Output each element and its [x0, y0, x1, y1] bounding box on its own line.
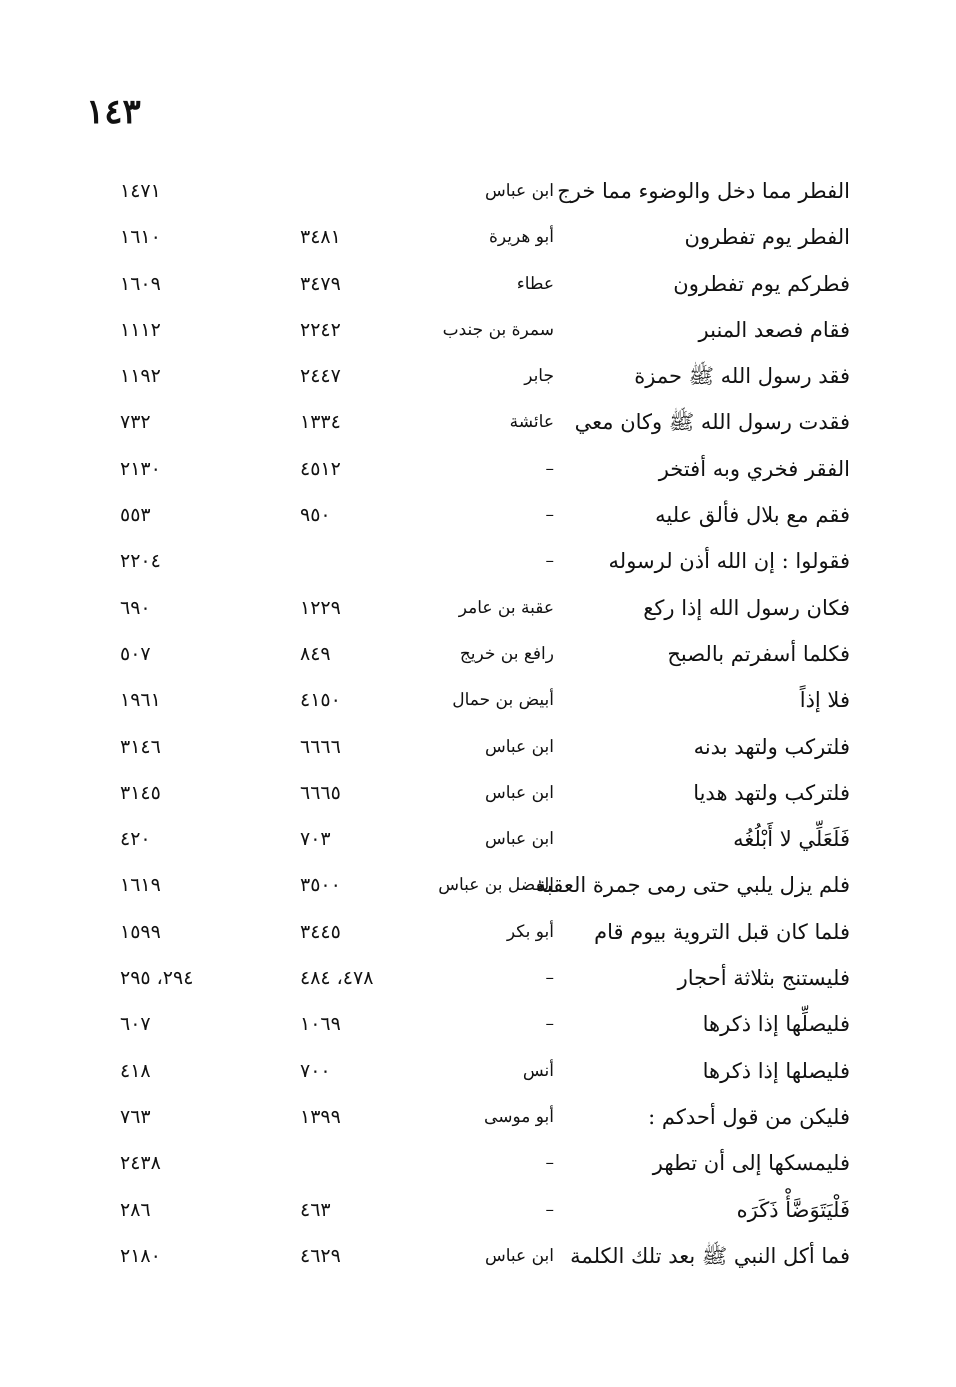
reference-number-secondary: ٢٢٠٤	[120, 550, 161, 573]
index-row	[0, 816, 956, 862]
reference-number-secondary: ٦٠٧	[120, 1013, 151, 1036]
reference-number-secondary: ٧٦٣	[120, 1105, 151, 1128]
reference-number-primary: ١٢٢٩	[300, 596, 341, 619]
hadith-text: فَلَعَلِّي لا أَبْلُغُه	[733, 827, 850, 852]
index-row	[0, 261, 956, 307]
reference-number-primary: ٩٥٠	[300, 504, 331, 527]
reference-number-secondary: ٣١٤٦	[120, 735, 161, 758]
narrator-name: ابن عباس	[484, 782, 554, 803]
reference-number-primary: ٢٢٤٢	[300, 318, 341, 341]
index-row	[0, 446, 956, 492]
index-row	[0, 909, 956, 955]
hadith-text: فلا إذاً	[799, 688, 850, 713]
hadith-text: فطركم يوم تفطرون	[673, 271, 850, 296]
narrator-name: –	[545, 968, 554, 989]
index-row	[0, 585, 956, 631]
reference-number-primary: ٤٥١٢	[300, 457, 341, 480]
reference-number-secondary: ٢٨٦	[120, 1198, 151, 1221]
index-row	[0, 214, 956, 260]
narrator-name: –	[545, 1199, 554, 1220]
reference-number-primary: ٤١٥٠	[300, 689, 341, 712]
hadith-text: فقد رسول الله ﷺ حمزة	[634, 364, 850, 389]
reference-number-secondary: ٥٠٧	[120, 642, 151, 665]
reference-number-primary: ٤٦٢٩	[300, 1244, 341, 1267]
narrator-name: الفضل بن عباس	[438, 875, 554, 896]
index-row	[0, 1187, 956, 1233]
reference-number-secondary: ٦٩٠	[120, 596, 151, 619]
reference-number-secondary: ٢١٨٠	[120, 1244, 161, 1267]
reference-number-secondary: ٥٥٣	[120, 504, 151, 527]
reference-number-secondary: ٢٩٤، ٢٩٥	[120, 967, 194, 990]
reference-number-secondary: ٢٤٣٨	[120, 1152, 161, 1175]
reference-number-secondary: ١١١٢	[120, 318, 161, 341]
reference-number-secondary: ١٩٦١	[120, 689, 161, 712]
narrator-name: –	[545, 458, 554, 479]
narrator-name: عقبة بن عامر	[458, 597, 554, 618]
narrator-name: أبيض بن حمال	[452, 690, 554, 711]
narrator-name: –	[545, 1014, 554, 1035]
index-row	[0, 1001, 956, 1047]
hadith-text: فَلْيَتَوَضَّأْ ذَكَرَه	[736, 1197, 850, 1222]
index-row	[0, 955, 956, 1001]
reference-number-secondary: ٤١٨	[120, 1059, 151, 1082]
hadith-text: الفطر مما دخل والوضوء مما خرج	[557, 179, 850, 203]
reference-number-primary: ٢٤٤٧	[300, 365, 341, 388]
reference-number-primary: ٧٠٣	[300, 828, 331, 851]
narrator-name: عائشة	[509, 412, 554, 433]
reference-number-secondary: ٣١٤٥	[120, 781, 161, 804]
reference-number-secondary: ١١٩٢	[120, 365, 161, 388]
narrator-name: –	[545, 1153, 554, 1174]
reference-number-secondary: ١٦٠٩	[120, 272, 161, 295]
hadith-text: فلما كان قبل التروية بيوم قام	[594, 919, 850, 944]
reference-number-primary: ٣٤٧٩	[300, 272, 341, 295]
hadith-text: فلتركب ولتهد بدنه	[693, 734, 850, 759]
hadith-text: فليمسكها إلى أن تطهر	[652, 1151, 850, 1176]
index-row	[0, 677, 956, 723]
narrator-name: ابن عباس	[484, 1245, 554, 1266]
reference-number-secondary: ٤٢٠	[120, 828, 151, 851]
hadith-text: الفقر فخري وبه أفتخر	[658, 456, 850, 481]
hadith-text: فكان رسول الله إذا ركع	[643, 595, 850, 620]
narrator-name: أنس	[522, 1060, 554, 1081]
narrator-name: عطاء	[516, 273, 554, 294]
reference-number-primary	[300, 1140, 404, 1186]
hadith-text: فليستنج بثلاثة أحجار	[677, 966, 850, 991]
reference-number-primary: ١٠٦٩	[300, 1013, 341, 1036]
reference-number-primary: ٧٠٠	[300, 1059, 331, 1082]
reference-number-primary: ٣٤٨١	[300, 226, 341, 249]
narrator-name: –	[545, 551, 554, 572]
index-row	[0, 862, 956, 908]
reference-number-secondary: ١٥٩٩	[120, 920, 161, 943]
index-row	[0, 724, 956, 770]
narrator-name: ابن عباس	[484, 181, 554, 201]
narrator-name: أبو هريرة	[488, 227, 554, 248]
index-row	[0, 399, 956, 445]
index-row	[0, 1140, 956, 1186]
narrator-name: سمرة بن جندب	[442, 319, 554, 340]
index-row	[0, 1048, 956, 1094]
hadith-text: فكلما أسفرتم بالصبح	[667, 641, 850, 666]
reference-number-primary	[300, 538, 404, 584]
index-row	[0, 1233, 956, 1279]
reference-number-primary: ١٣٣٤	[300, 411, 341, 434]
reference-number-secondary: ١٤٧١	[120, 180, 161, 202]
narrator-name: رافع بن خريج	[459, 643, 554, 664]
reference-number-primary	[300, 168, 404, 214]
index-row	[0, 168, 956, 214]
reference-number-secondary: ١٦١٠	[120, 226, 161, 249]
hadith-text: فلم يزل يلبي حتى رمى جمرة العقبة	[535, 873, 850, 898]
hadith-text: فقم مع بلال فألق عليه	[655, 503, 850, 528]
narrator-name: جابر	[524, 366, 554, 387]
reference-number-primary: ١٣٩٩	[300, 1105, 341, 1128]
reference-number-primary: ٣٤٤٥	[300, 920, 341, 943]
narrator-name: ابن عباس	[484, 736, 554, 757]
reference-number-primary: ٣٥٠٠	[300, 874, 341, 897]
reference-number-primary: ٦٦٦٥	[300, 781, 341, 804]
narrator-name: –	[545, 505, 554, 526]
index-row	[0, 353, 956, 399]
hadith-index-table	[0, 168, 956, 1279]
index-row	[0, 631, 956, 677]
index-row	[0, 770, 956, 816]
reference-number-secondary: ١٦١٩	[120, 874, 161, 897]
hadith-text: فقدت رسول الله ﷺ وكان معي	[574, 410, 850, 435]
hadith-text: فليكن من قول أحدكم :	[648, 1104, 850, 1129]
narrator-name: أبو موسى	[484, 1106, 554, 1127]
hadith-text: فلتركب ولتهد هديا	[693, 780, 850, 805]
narrator-name: ابن عباس	[484, 829, 554, 850]
reference-number-primary: ٨٤٩	[300, 642, 331, 665]
narrator-name: أبو بكر	[506, 921, 554, 942]
reference-number-primary: ٦٦٦٦	[300, 735, 341, 758]
reference-number-secondary: ٧٣٢	[120, 411, 151, 434]
reference-number-primary: ٤٧٨، ٤٨٤	[300, 967, 374, 990]
reference-number-secondary: ٢١٣٠	[120, 457, 161, 480]
index-row	[0, 538, 956, 584]
reference-number-primary: ٤٦٣	[300, 1198, 331, 1221]
hadith-text: فليصلها إذا ذكرها	[702, 1058, 850, 1083]
hadith-text: فقام فصعد المنبر	[698, 317, 850, 342]
hadith-text: فما أكل النبي ﷺ بعد تلك الكلمة	[570, 1243, 850, 1268]
index-row	[0, 307, 956, 353]
hadith-text: فليصلِّها إذا ذكرها	[702, 1012, 850, 1037]
index-row	[0, 492, 956, 538]
page-number: ١٤٣	[86, 92, 141, 132]
hadith-text: الفطر يوم تفطرون	[684, 225, 850, 250]
index-row	[0, 1094, 956, 1140]
hadith-text: فقولوا : إن الله أذن لرسوله	[608, 549, 850, 574]
